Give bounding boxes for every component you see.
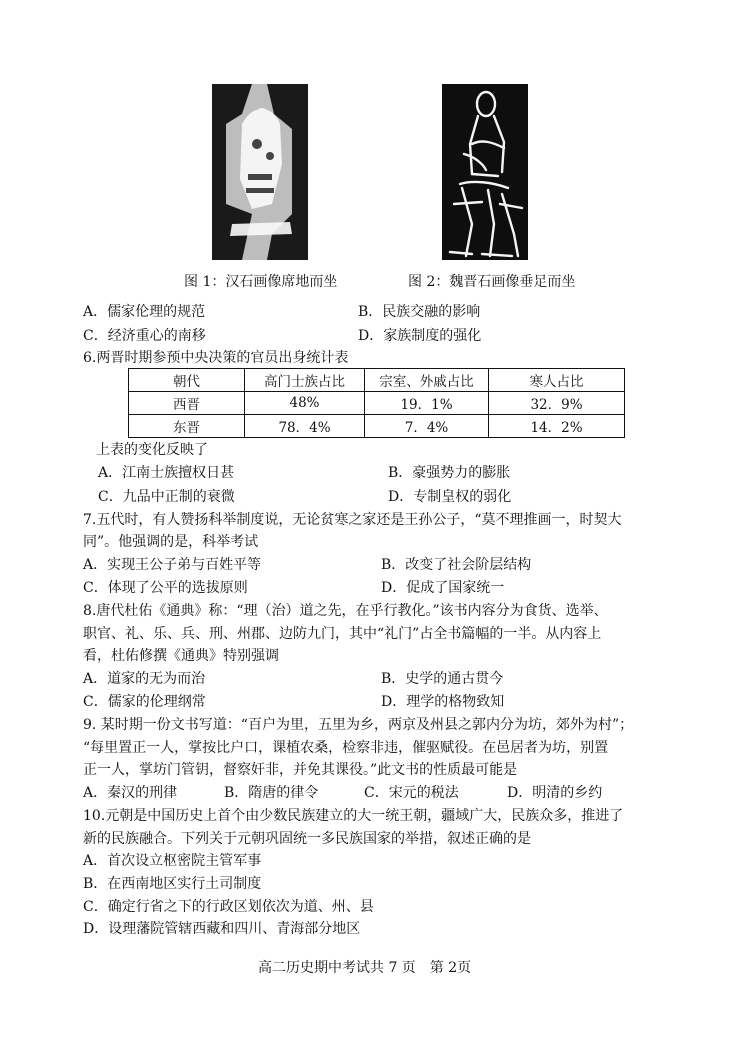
table-header-cell: 高门士族占比 [245,369,365,392]
table-cell: 32．9% [489,392,625,415]
q8-stem-line-1: 8.唐代杜佑《通典》称：“理（治）道之先，在乎行教化。”该书内容分为食货、选举、 [83,603,608,619]
table-cell: 78．4% [245,415,365,438]
q10-option-b: B．在西南地区实行土司制度 [83,876,262,892]
table-header-cell: 寒人占比 [489,369,625,392]
q10-option-a: A．首次设立枢密院主管军事 [83,853,262,869]
q6-option-c: C．九品中正制的衰微 [98,489,235,505]
q10-stem-line-2: 新的民族融合。下列关于元朝巩固统一多民族国家的举措，叙述正确的是 [83,831,531,847]
table-cell: 48% [245,392,365,415]
table-header-cell: 朝代 [129,369,245,392]
q6-option-d: D．专制皇权的弱化 [388,489,512,505]
q7-option-b: B．改变了社会阶层结构 [381,557,532,573]
q9-stem-line-2: “每里置正一人，掌按比户口，课植农桑，检察非违，催驱赋役。在邑居者为坊，别置 [83,740,609,756]
q9-stem-line-3: 正一人，掌坊门管钥，督察奸非，并免其课役。”此文书的性质最可能是 [83,762,518,778]
figure-1-han-relief [212,84,308,260]
figure-2-weijin-relief [442,84,528,260]
table-cell: 7．4% [365,415,489,438]
q5-option-d: D．家族制度的强化 [358,328,482,344]
q6-option-b: B．豪强势力的膨胀 [388,465,511,481]
q7-stem-line-1: 7.五代时，有人赞扬科举制度说，无论贫寒之家还是王孙公子，“莫不理推画一，时契大 [83,512,622,528]
table-cell: 19．1% [365,392,489,415]
q6-option-a: A．江南士族擅权日甚 [98,465,235,481]
table-cell: 东晋 [129,415,245,438]
table-row [129,392,625,415]
q6-statistics-table [128,368,625,438]
q9-stem-line-1: 9. 某时期一份文书写道：“百户为里，五里为乡，两京及州县之郭内分为坊，郊外为村”； [83,717,634,733]
q7-stem-line-2: 同”。他强调的是，科举考试 [83,534,259,550]
q9-option-a: A．秦汉的刑律 [83,785,178,801]
q10-option-c: C．确定行省之下的行政区划依次为道、州、县 [83,899,374,915]
q8-option-a: A．道家的无为而治 [83,671,206,687]
table-cell: 西晋 [129,392,245,415]
q5-option-a: A．儒家伦理的规范 [83,304,206,320]
q8-option-d: D．理学的格物致知 [381,694,505,710]
q5-option-b: B．民族交融的影响 [358,304,481,320]
q5-option-c: C．经济重心的南移 [83,328,206,344]
q7-option-c: C．体现了公平的选拔原则 [83,580,248,596]
q9-option-d: D．明清的乡约 [507,785,603,801]
q8-stem-line-3: 看，杜佑修撰《通典》特别强调 [83,648,279,664]
q10-option-d: D．设理藩院管辖西藏和四川、青海部分地区 [83,921,361,937]
q6-lead: 上表的变化反映了 [96,442,208,458]
q9-option-c: C．宋元的税法 [364,785,459,801]
table-header-cell: 宗室、外戚占比 [365,369,489,392]
table-row [129,415,625,438]
q10-stem-line-1: 10.元朝是中国历史上首个由少数民族建立的大一统王朝，疆域广大，民族众多，推进了 [83,808,624,824]
q8-stem-line-2: 职官、礼、乐、兵、刑、州郡、边防九门，其中“礼门”占全书篇幅的一半。从内容上 [83,626,602,642]
table-cell: 14．2% [489,415,625,438]
q7-option-d: D．促成了国家统一 [381,580,505,596]
figure-2-caption: 图 2：魏晋石画像垂足而坐 [408,274,576,290]
q7-option-a: A．实现王公子弟与百姓平等 [83,557,262,573]
table-header-row [129,369,625,392]
figure-1-caption: 图 1：汉石画像席地而坐 [184,274,338,290]
q8-option-c: C．儒家的伦理纲常 [83,694,206,710]
page-footer: 高二历史期中考试共 7 页 第 2页 [258,960,472,976]
q6-stem: 6.两晋时期参预中央决策的官员出身统计表 [83,350,349,366]
q8-option-b: B．史学的通古贯今 [381,671,504,687]
q9-option-b: B．隋唐的律令 [224,785,319,801]
